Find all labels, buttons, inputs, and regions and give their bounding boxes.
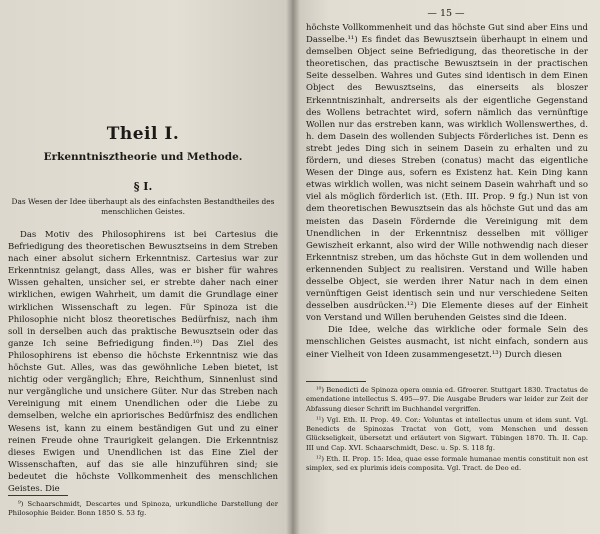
book-gutter-shadow	[286, 0, 300, 534]
part-title: Theil I.	[106, 124, 180, 144]
footnote-10: ¹⁰) Benedicti de Spinoza opera omnia ed. Gfroerer. Stuttgart 1830. Tractatus de emendatione intellectus S. 495—97. Die Ausgabe Bruders war leider zur Zeit der Abfassung dieser Schrift im Buchhandel vergriffen.	[306, 386, 588, 413]
left-page	[0, 0, 292, 534]
section-heading: Das Wesen der Idee überhaupt als des einfachsten Bestandtheiles des menschlichen Geistes.	[11, 197, 275, 216]
right-footnotes	[306, 386, 588, 476]
footnote-divider	[306, 381, 366, 382]
footnote-11: ¹¹) Vgl. Eth. II. Prop. 49. Cor.: Voluntas et intellectus unum et idem sunt. Vgl. Benedicts de Spinozas Tractat von Gott, vom Menschen und dessen Glückseligkeit, übersetzt und erläutert von Sigwart. Tübingen 1870. Th. II. Cap. III und Cap. XVI. Schaarschmidt, Desc. u. Sp. S. 118 fg.	[306, 415, 588, 452]
right-page	[292, 0, 600, 534]
footnote-12: ¹²) Eth. II. Prop. 15: Idea, quae esse formale humanae mentis constituit non est simplex, sed ex plurimis ideis composita. Vgl. Tract. de Deo ed.	[306, 455, 588, 473]
right-paragraph-2: Die Idee, welche das wirkliche oder formale Sein des menschlichen Geistes ausmacht, ist nicht einfach, sondern aus einer Vielheit von Ideen zusammengesetzt.¹³) Durch diesen	[306, 325, 588, 360]
left-body-text	[8, 229, 278, 495]
left-footnote: ⁹) Schaarschmidt, Descartes und Spinoza, urkundliche Darstellung der Philosophie Beider. Bonn 1850 S. 53 fg.	[8, 500, 278, 517]
right-paragraph-1: höchste Vollkommenheit und das höchste Gut sind aber Eins und Dasselbe.¹¹) Es findet das Bewusztsein überhaupt in einem und demselben Object seine Befriedigung, das theoretische in der theoretischen, das practische Bewusztsein in der practischen Seite desselben. Wahres und Gutes sind identisch in dem Einen Object des Bewusztseins, das einerseits als bloszer Erkenntniszinhalt, andrerseits als der eigentliche Gegenstand des Wollens betrachtet wird, sofern nämlich das vernünftige Wollen nur das erstreben kann, was wirklich Wollenswerthes, d. h. dem Dasein des wollenden Subjects Förderliches ist. Denn es strebt jedes Ding sich in seinem Dasein zu erhalten und zu fördern, und dieses Streben (conatus) macht das eigentliche Wesen der Dinge aus, sofern es Existenz hat. Kein Ding kann etwas wirklich wollen, was nicht seinem Dasein wahrhaft und so viel als möglich förderlich ist. (Eth. III. Prop. 9 fg.) Nun ist von dem theoretischen Bewusztsein das als höchste Gut und das am meisten das Dasein Fördernde die Vereinigung mit dem Unendlichen in der Erkenntnisz desselben mit völliger Gewiszheit erkannt, also wird der Wille nothwendig nach dieser Erkenntnisz streben, um das höchste Gut in dem wollenden und erkennenden Subject zu realisiren. Verstand und Wille haben desselbe Object, sie werden ihrer Natur nach in dem einen vernünftigen Geist identisch sein und nur verschiedene Seiten desselben ausdrücken.¹²) Die Elemente dieses auf der Einheit von Verstand und Willen beruhenden Geistes sind die Ideen.	[306, 23, 588, 324]
section-number: § I.	[133, 180, 153, 193]
left-paragraph: Das Motiv des Philosophirens ist bei Cartesius die Befriedigung des theoretischen Bewusztseins in dem Streben nach einer absolut sichern Erkenntnisz. Cartesius war zur Erkenntnisz gelangt, dass Alles, was er bisher für wahres Wissen gehalten, unsicher sei, er strebte daher nach einer wirklichen, ewigen Wahrheit, um damit die Grundlage einer wirklichen Wissenschaft zu legen. Für Spinoza ist die Philosophie nicht blosz theoretisches Bedürfnisz, nach ihm soll in derselben auch das praktische Bewusztsein oder das ganze Ich seine Befriedigung finden.¹⁰) Das Ziel des Philosophirens ist ebenso die höchste Erkenntnisz wie das höchste Gut. Alles, was das gewöhnliche Leben bietet, ist nichtig oder vergänglich; Ehre, Reichthum, Sinnenlust sind nur vergängliche und unsichere Güter. Nur das Streben nach Vereinigung mit einem Unendlichen oder die Liebe zu demselben, welche ein apriorisches Bedürfnisz des endlichen Wesens ist, kann zu einem beständigen Gut und zu einer reinen Freude ohne Traurigkeit gelangen. Die Erkenntnisz dieses Ewigen und Unendlichen ist das Eine Ziel der Wissenschaften, auf das sie alle hinzuführen sind; sie bedeutet die höchste Vollkommenheit des menschlichen Geistes. Die	[8, 230, 278, 494]
right-body-text	[306, 22, 588, 361]
footnote-divider	[8, 495, 68, 496]
page-number: — 15 —	[427, 8, 465, 19]
section-title: Erkenntnisztheorie und Methode.	[43, 151, 243, 163]
